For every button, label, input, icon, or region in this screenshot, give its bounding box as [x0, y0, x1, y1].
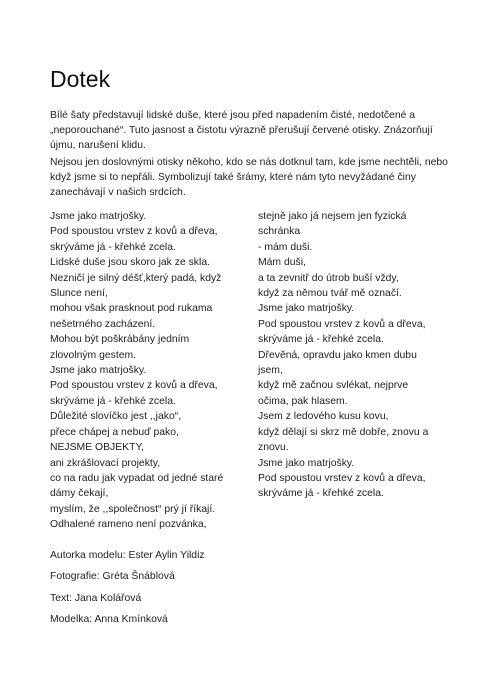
credit-line: Fotografie: Gréta Šnáblová — [50, 571, 175, 583]
poem-left-column — [50, 209, 250, 533]
poem-line: Pod spoustou vrstev z kovů a dřeva, — [258, 472, 426, 484]
poem-line: skrýváme já - křehké zcela. — [50, 395, 176, 407]
poem-line: Lidské duše jsou skoro jak ze skla. — [50, 257, 210, 269]
poem-line: stejně jako já nejsem jen fyzická — [258, 211, 407, 222]
poem-line: ani zkrášlovací projekty, — [50, 457, 161, 469]
credits-section — [50, 545, 205, 631]
intro-paragraph: Nejsou jen doslovnými otisky někoho, kdo se nás dotknul tam, kde jsme nechtěli, nebo když jsme si to nepřáli. Symbolizují také šrámy, které nám tyto nevyžádané činy zanechávají v našich srdcích. — [50, 157, 448, 198]
poem-line: Pod spoustou vrstev z kovů a dřeva, — [50, 226, 218, 238]
poem-line: Pod spoustou vrstev z kovů a dřeva, — [258, 318, 426, 330]
poem-line: Jsme jako matrjošky. — [50, 365, 147, 377]
poem-line: skrýváme já - křehké zcela. — [50, 241, 176, 253]
poem-line: Jsme jako matrjošky. — [50, 211, 147, 222]
poem-line: jsem, — [258, 365, 283, 377]
page-title: Dotek — [50, 66, 111, 92]
poem-line: co na radu jak vypadat od jedné staré — [50, 472, 224, 484]
intro-section — [50, 108, 450, 202]
poem-line: schránka — [258, 226, 301, 238]
intro-paragraph: Bílé šaty představují lidské duše, které jsou před napadením čisté, nedotčené a „neporouchané“. Tuto jasnost a čistotu výrazně přerušují červené otisky. Znázorňují újmu, narušení klidu. — [50, 110, 433, 151]
poem-line: zlovolným gestem. — [50, 349, 137, 361]
credit-line: Text: Jana Kolářová — [50, 592, 142, 604]
credit-line: Autorka modelu: Ester Aylin Yildiz — [50, 550, 205, 561]
poem-line: nešetrného zacházení. — [50, 318, 156, 330]
poem-line: znovu. — [258, 442, 289, 454]
poem-line: myslím, že ,,společnost“ prý jí říkají. — [50, 503, 216, 515]
poem-line: dámy čekají, — [50, 488, 109, 500]
poem-line: Jsme jako matrjošky. — [258, 457, 355, 469]
poem-line: očima, pak hlasem. — [258, 395, 348, 407]
poem-line: a ta zevnitř do útrob buší vždy, — [258, 272, 399, 284]
poem-line: když za němou tvář mě označí. — [258, 288, 402, 300]
poem-line: Mohou být poškrábány jedním — [50, 334, 190, 346]
poem-line: když mě začnou svlékat, nejprve — [258, 380, 409, 392]
poem-line: Jsme jako matrjošky. — [258, 303, 355, 315]
poem-line: Mám duši, — [258, 257, 306, 269]
poem-line: Slunce není, — [50, 288, 108, 300]
credit-line: Modelka: Anna Kmínková — [50, 614, 168, 626]
poem-line: Dřevěná, opravdu jako kmen dubu — [258, 349, 417, 361]
poem-line: - mám duši. — [258, 241, 313, 253]
poem-line: Důležité slovíčko jest ,,jako“, — [50, 411, 182, 423]
poem-line: skrýváme já - křehké zcela. — [258, 334, 384, 346]
poem-line: Nezničí je silný déšť,který padá, když — [50, 272, 222, 284]
poem-line: Pod spoustou vrstev z kovů a dřeva, — [50, 380, 218, 392]
poem-right-column — [258, 209, 448, 502]
poem-line: mohou však prasknout pod rukama — [50, 303, 213, 315]
poem-line: skrýváme já - křehké zcela. — [258, 488, 384, 500]
poem-line: přece chápej a nebuď pako, — [50, 426, 179, 438]
poem-line: když dělají si skrz mě dobře, znovu a — [258, 426, 429, 438]
poem-line: NEJSME OBJEKTY, — [50, 442, 144, 454]
poem-line: Odhalené rameno není pozvánka, — [50, 519, 207, 531]
poem-line: Jsem z ledového kusu kovu, — [258, 411, 389, 423]
